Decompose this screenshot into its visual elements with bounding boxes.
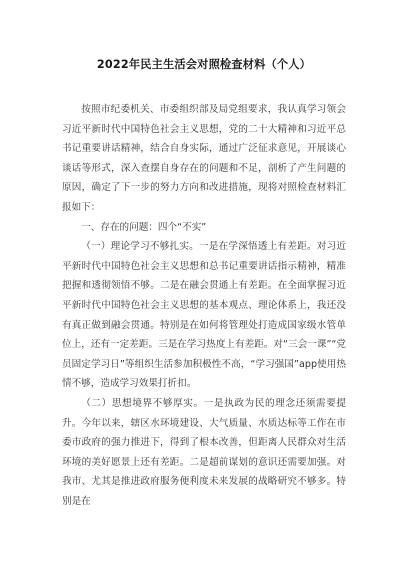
section-heading: 一、存在的问题：四个“不实” [81,221,207,233]
document-title: 2022年民主生活会对照检查材料（个人） [96,58,312,71]
intro-paragraph: 按照市纪委机关、市委组织部及局党组要求，我认真学习领会习近平新时代中国特色社会主义思想，党的二十大精神和习近平总书记重要讲话精神，结合自身实际，通过广泛征求意见，开展谈心谈话等形式，深入查摆自身存在的问题和不足，剖析了产生问题的原因，确定了下一步的努力方向和改进措施，现将对照检查材料汇报如下： [62,104,346,213]
theory-study-paragraph: （一）理论学习不够扎实。一是在学深悟透上有差距。对习近平新时代中国特色社会主义思想和总书记重要讲话指示精神，精准把握和透彻领悟不够。二是在融会贯通上有差距。在全面掌握习近平新时代中国特色社会主义思想的基本观点、理论体系上，我还没有真正做到融会贯通。特别是在如何将管理处打造成国家级水管单位上，还有一定差距。三是在学习热度上有差距。对“三会一课”“党员固定学习日”等组织生活参加积极性不高，“学习强国”app使用热情不够，造成学习效果打折扣。 [62,241,346,390]
ideological-paragraph: （二）思想境界不够厚实。一是执政为民的理念还须需要提升。今年以来，辖区水环境建设、大气质量、水质达标等工作在市委市政府的强力推进下，得到了根本改善，但距离人民群众对生活环境的美好愿景上还有差距。二是超前谋划的意识还需要加强。对我市、尤其是推进政府服务便利度未来发展的战略研究不够多。特别是在 [62,397,346,507]
